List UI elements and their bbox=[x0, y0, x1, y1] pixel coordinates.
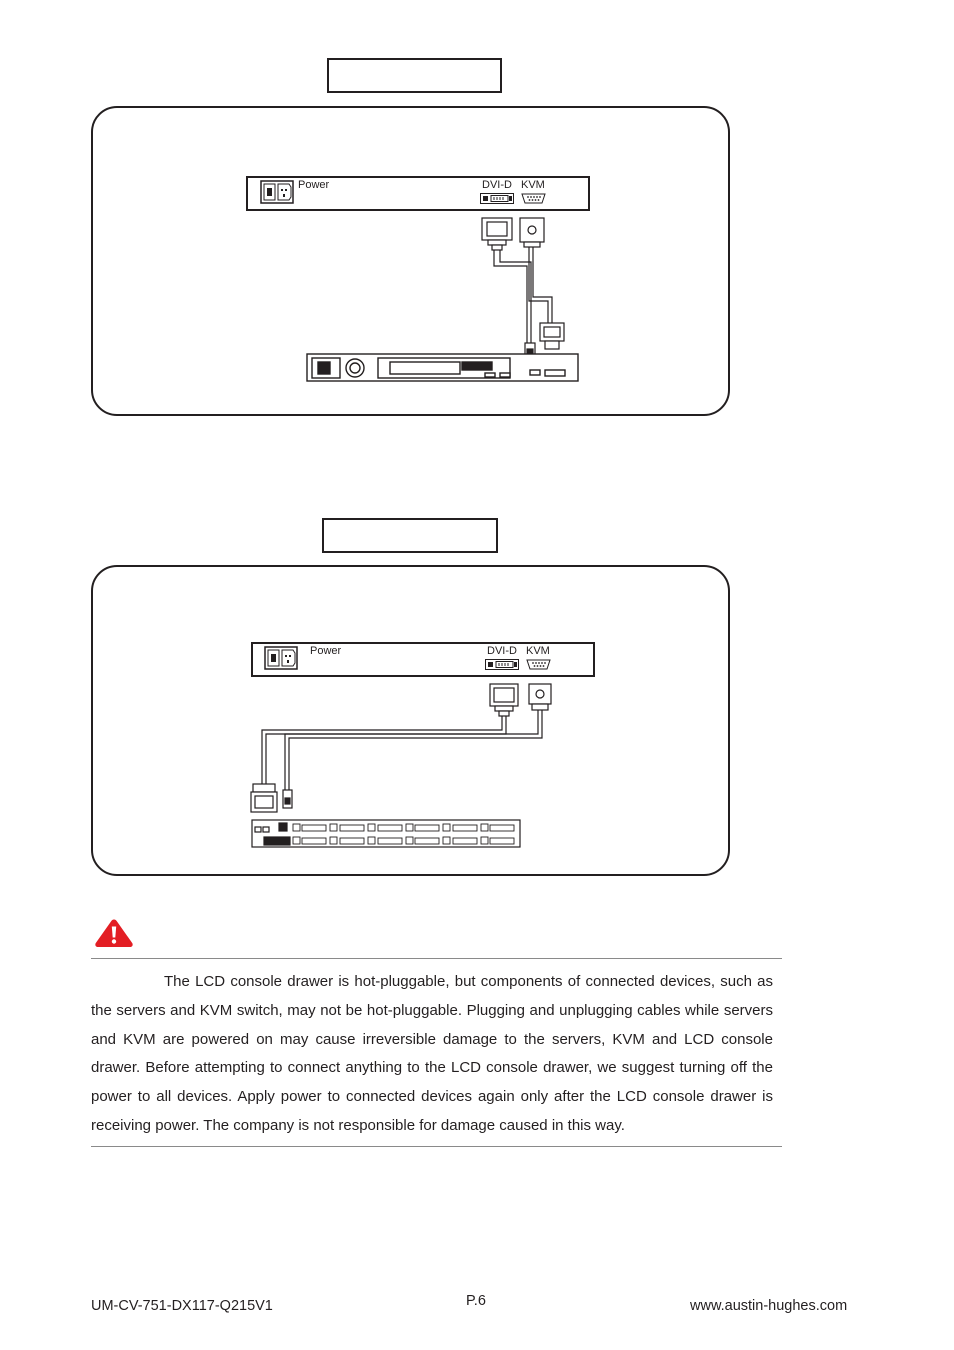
warning-triangle-icon bbox=[94, 918, 134, 948]
footer-website: www.austin-hughes.com bbox=[690, 1298, 848, 1314]
diagram1-kvm-label: KVM bbox=[521, 179, 545, 191]
diagram2-kvm-label: KVM bbox=[526, 645, 550, 657]
diagram1-power-label: Power bbox=[298, 179, 330, 191]
warning-bottom-rule bbox=[91, 1146, 782, 1147]
diagram1-dvi-label: DVI-D bbox=[482, 179, 512, 191]
warning-text: The LCD console drawer is hot-pluggable, but components of connected devices, such as the servers and KVM switch, may not be hot-pluggable. Plugging and unplugging cables while servers and KVM are powered on may cause irreversible damage to the servers, KVM and LCD console drawer. Before attempting to connect anything to the LCD console drawer, we suggest turning off the power to all devices. Apply power to connected devices again only after the LCD console drawer is receiving power. The company is not responsible for damage caused in this way. bbox=[91, 973, 773, 1134]
diagram2-power-label: Power bbox=[310, 645, 342, 657]
footer-page-number: P.6 bbox=[466, 1293, 486, 1309]
warning-top-rule bbox=[91, 958, 782, 959]
footer-doc-id: UM-CV-751-DX117-Q215V1 bbox=[91, 1298, 273, 1314]
diagram2-dvi-label: DVI-D bbox=[487, 645, 517, 657]
